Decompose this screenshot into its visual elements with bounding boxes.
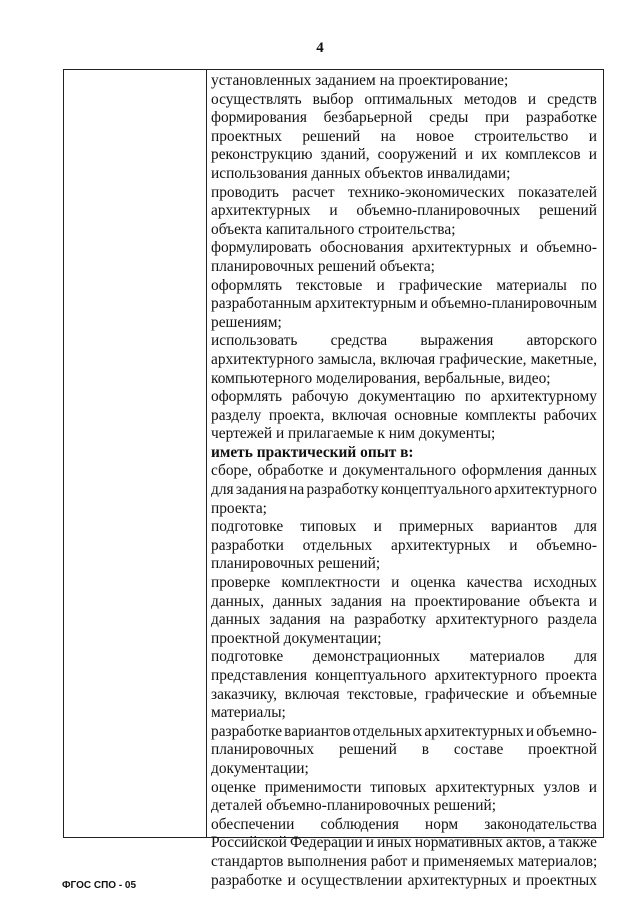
- table-left-cell: [64, 70, 206, 837]
- text-line: планировочных решений в составе проектной: [211, 741, 597, 759]
- section-heading-line: иметь практический опыт в:: [211, 443, 414, 461]
- text-line: компьютерного моделирования, вербальные, видео;: [211, 369, 551, 387]
- text-line: архитектурного замысла, включая графические, макетные,: [211, 350, 597, 368]
- text-line: проекта;: [211, 499, 267, 517]
- text-line: данных, данных задания на проектирование объекта и: [211, 592, 597, 610]
- text-line: обеспечении соблюдения норм законодательства: [211, 815, 597, 833]
- text-line: реконструкцию зданий, сооружений и их комплексов и: [211, 146, 597, 164]
- text-line: решениям;: [211, 313, 282, 331]
- table-column-divider: [206, 70, 207, 837]
- text-line: архитектурных и объемно-планировочных решений: [211, 202, 597, 220]
- table-right-cell: [211, 72, 597, 890]
- text-line: осуществлять выбор оптимальных методов и средств: [211, 90, 597, 108]
- text-line: проводить расчет технико-экономических показателей: [211, 183, 597, 201]
- text-line: материалы;: [211, 704, 286, 722]
- text-line: разработке и осуществлении архитектурных и проектных: [211, 871, 597, 889]
- text-line: чертежей и прилагаемые к ним документы;: [211, 425, 496, 443]
- text-line: формирования безбарьерной среды при разработке: [211, 109, 597, 127]
- text-line: использовать средства выражения авторского: [211, 332, 597, 350]
- text-line: заказчику, включая текстовые, графические и объемные: [211, 685, 597, 703]
- text-line: проверке комплектности и оценка качества исходных: [211, 574, 597, 592]
- text-line: деталей объемно-планировочных решений;: [211, 797, 496, 815]
- text-line: Российской Федерации и иных нормативных актов, а также: [211, 834, 597, 852]
- text-line: стандартов выполнения работ и применяемых материалов;: [211, 852, 597, 870]
- text-line: оформлять рабочую документацию по архитектурному: [211, 388, 597, 406]
- text-line: планировочных решений;: [211, 555, 381, 573]
- text-line: подготовке демонстрационных материалов для: [211, 648, 597, 666]
- document-footer-code: ФГОС СПО - 05: [62, 880, 137, 891]
- text-line: сборе, обработке и документального оформления данных: [211, 462, 597, 480]
- text-line: данных задания на разработку архитектурного раздела: [211, 611, 597, 629]
- text-line: формулировать обоснования архитектурных и объемно-: [211, 239, 597, 257]
- text-line: для задания на разработку концептуального архитектурного: [211, 481, 597, 499]
- text-line: разработке вариантов отдельных архитектурных и объемно-: [211, 722, 597, 740]
- text-line: проектной документации;: [211, 629, 382, 647]
- text-line: оформлять текстовые и графические материалы по: [211, 276, 597, 294]
- text-line: разработки отдельных архитектурных и объемно-: [211, 536, 597, 554]
- text-line: оценке применимости типовых архитектурных узлов и: [211, 778, 597, 796]
- text-line: документации;: [211, 759, 309, 777]
- text-line: планировочных решений объекта;: [211, 257, 435, 275]
- text-line: использования данных объектов инвалидами;: [211, 164, 511, 182]
- text-line: объекта капитального строительства;: [211, 220, 456, 238]
- text-line: установленных заданием на проектирование;: [211, 72, 509, 89]
- text-line: представления концептуального архитектурного проекта: [211, 667, 597, 684]
- page-number: 4: [316, 40, 324, 56]
- text-line: проектных решений на новое строительство и: [211, 127, 597, 145]
- text-line: разработанным архитектурным и объемно-планировочным: [211, 295, 597, 313]
- text-line: подготовке типовых и примерных вариантов для: [211, 518, 597, 536]
- text-line: разделу проекта, включая основные комплекты рабочих: [211, 406, 597, 424]
